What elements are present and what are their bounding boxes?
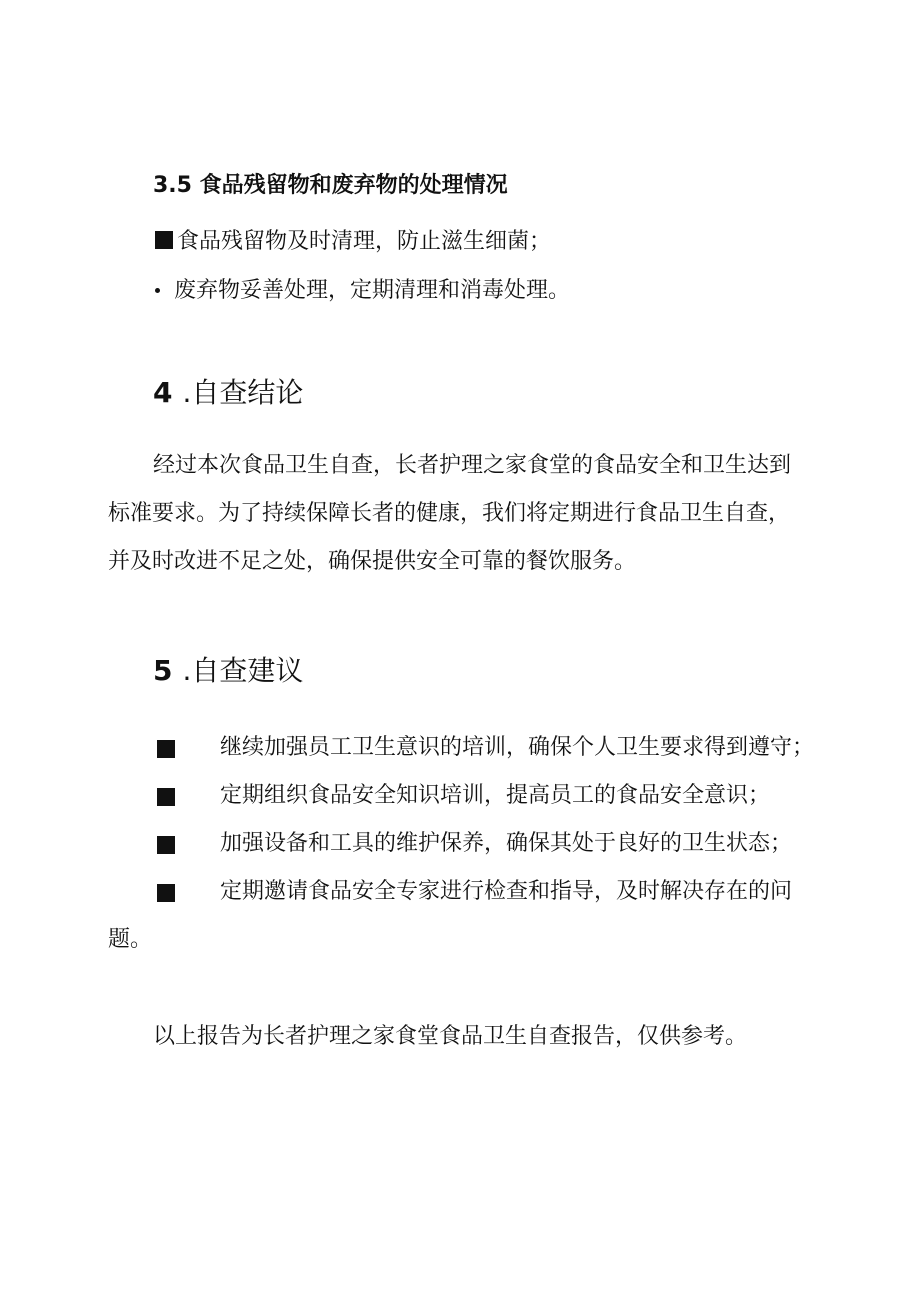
square-bullet-icon [157,884,175,902]
list-item [0,732,920,764]
section-3-5-heading: 3.5 食品残留物和废弃物的处理情况 [153,173,508,198]
list-item [0,828,920,860]
closing-statement: 以上报告为长者护理之家食堂食品卫生自查报告，仅供参考。 [153,1024,748,1049]
list-item [0,876,920,908]
dot-bullet-icon [155,288,160,293]
paragraph-line: 标准要求。为了持续保障长者的健康，我们将定期进行食品卫生自查， [108,501,791,526]
section-title: .自查结论 [182,376,304,409]
section-title: .自查建议 [182,654,304,687]
list-item-text: 定期邀请食品安全专家进行检查和指导，及时解决存在的问 [220,879,793,904]
section-5-heading [153,651,303,691]
paragraph-line: 并及时改进不足之处，确保提供安全可靠的餐饮服务。 [108,549,637,574]
list-item [155,275,570,307]
list-item-text: 食品残留物及时清理，防止滋生细菌； [177,229,552,254]
square-bullet-icon [155,231,173,249]
list-item-text: 废弃物妥善处理，定期清理和消毒处理。 [174,278,571,303]
section-number: 4 [153,376,173,409]
list-item-text: 加强设备和工具的维护保养，确保其处于良好的卫生状态； [220,831,793,856]
list-item [155,226,551,258]
list-item [0,780,920,812]
paragraph-line: 经过本次食品卫生自查，长者护理之家食堂的食品安全和卫生达到 [153,453,792,478]
square-bullet-icon [157,788,175,806]
square-bullet-icon [157,740,175,758]
list-item-text: 定期组织食品安全知识培训，提高员工的食品安全意识； [220,783,771,808]
square-bullet-icon [157,836,175,854]
section-4-heading [153,373,303,413]
section-number: 5 [153,654,173,687]
list-item-text: 继续加强员工卫生意识的培训，确保个人卫生要求得到遵守； [220,735,815,760]
list-item-continuation: 题。 [108,927,153,952]
